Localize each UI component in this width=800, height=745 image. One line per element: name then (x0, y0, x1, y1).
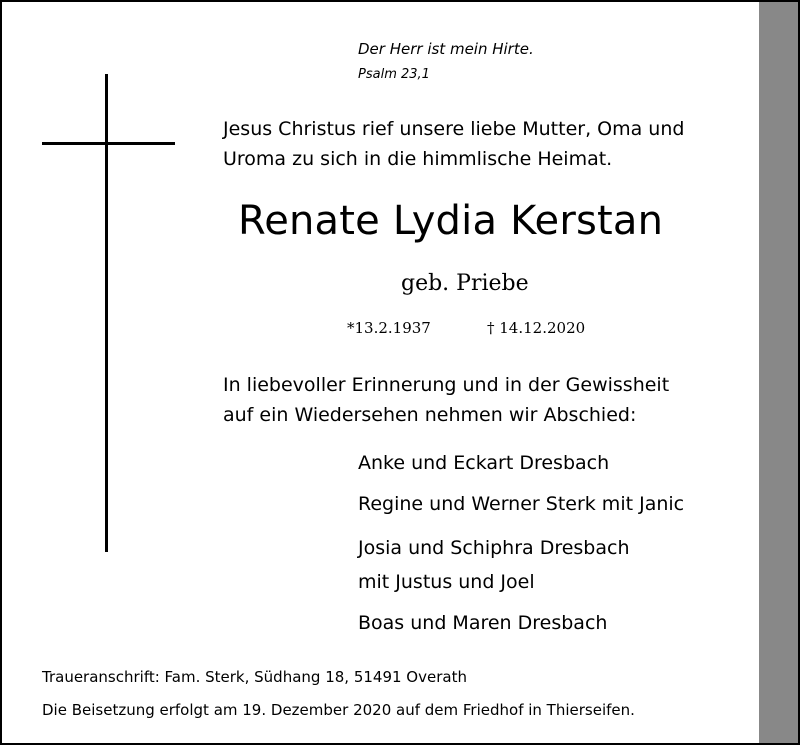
burial-notice: Die Beisetzung erfolgt am 19. Dezember 2020 auf dem Friedhof in Thierseifen. (42, 701, 635, 719)
farewell-line-1: In liebevoller Erinnerung und in der Gewissheit (223, 374, 670, 396)
motto-reference: Psalm 23,1 (358, 67, 430, 82)
side-bar (759, 2, 800, 745)
farewell-line-2: auf ein Wiedersehen nehmen wir Abschied: (223, 404, 637, 426)
intro-line-2: Uroma zu sich in die himmlische Heimat. (223, 148, 613, 170)
funeral-address: Traueranschrift: Fam. Sterk, Südhang 18, 51491 Overath (42, 668, 467, 686)
birth-date: *13.2.1937 (347, 319, 431, 337)
motto-quote: Der Herr ist mein Hirte. (358, 40, 534, 58)
mourner-line: Boas und Maren Dresbach (358, 612, 608, 634)
intro-line-1: Jesus Christus rief unsere liebe Mutter, Oma und (223, 118, 685, 140)
mourner-line: Regine und Werner Sterk mit Janic (358, 493, 685, 515)
deceased-name: Renate Lydia Kerstan (238, 198, 664, 244)
mourner-line: mit Justus und Joel (358, 571, 535, 593)
death-date: † 14.12.2020 (487, 319, 586, 337)
mourner-line: Anke und Eckart Dresbach (358, 452, 610, 474)
maiden-name: geb. Priebe (401, 271, 529, 296)
mourner-line: Josia und Schiphra Dresbach (358, 537, 630, 559)
cross-horizontal-beam (42, 142, 175, 145)
cross-vertical-beam (105, 74, 108, 552)
